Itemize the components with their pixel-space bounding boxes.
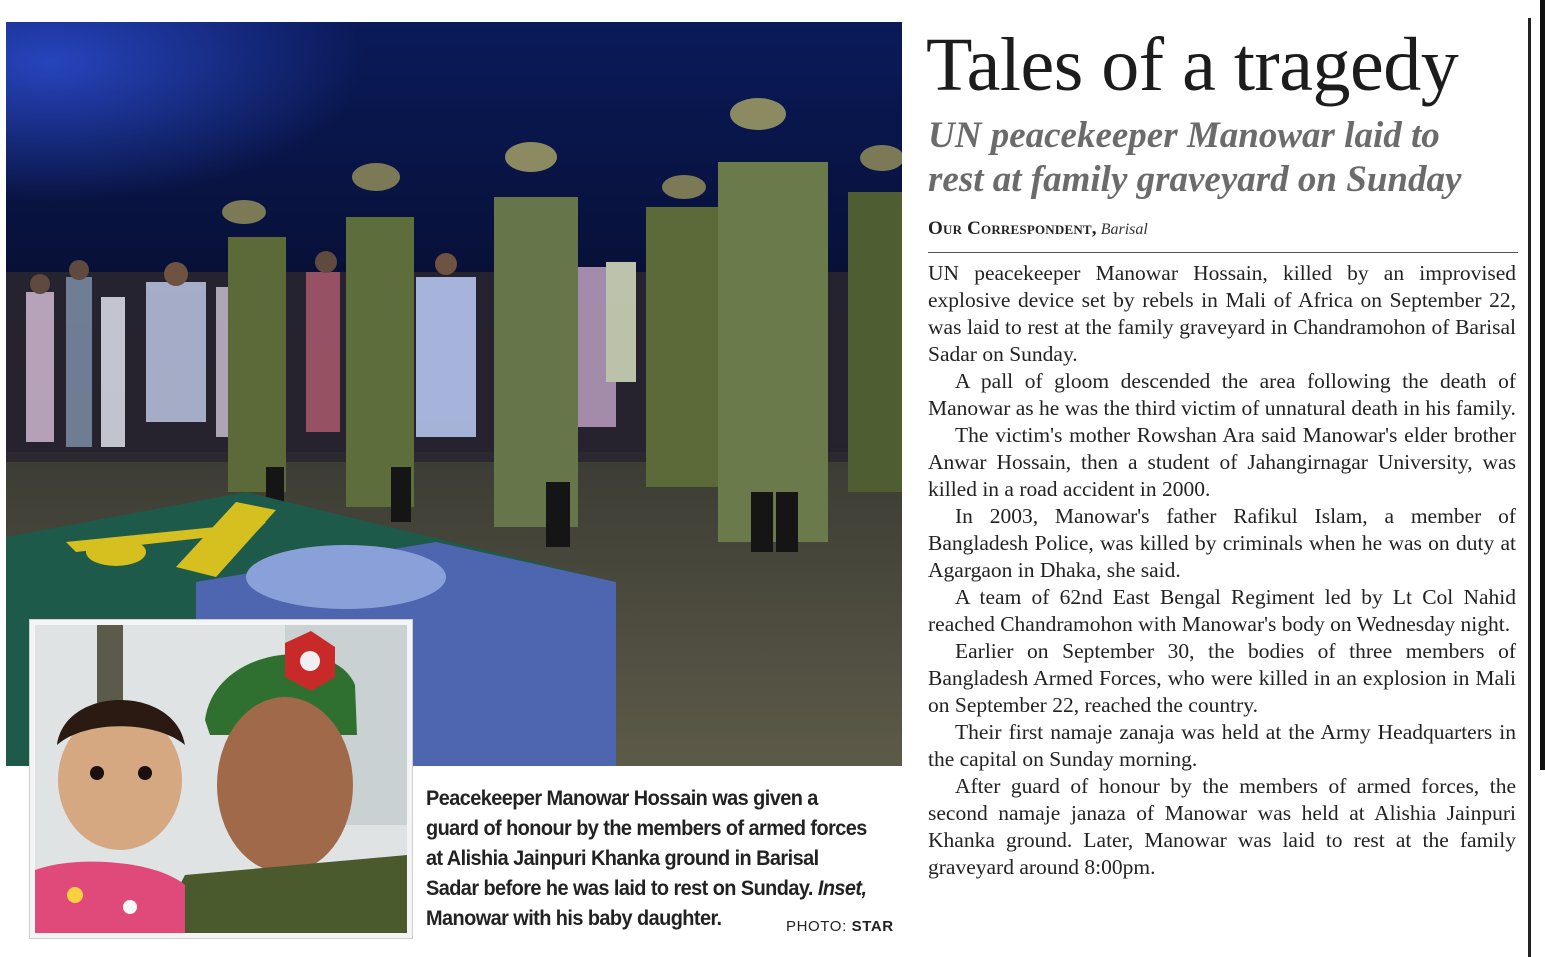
credit-label: PHOTO: [786,918,847,935]
kicker-line-2: rest at family graveyard on Sunday [928,159,1462,200]
headline: Tales of a tragedy [926,23,1459,107]
kicker [928,114,1528,202]
paragraph: The victim's mother Rowshan Ara said Manowar's elder brother Anwar Hossain, then a student of Jahangirnagar University, was killed in a road accident in 2000. [928,423,1516,501]
byline-row [928,218,1518,253]
credit-source: STAR [851,918,894,935]
paragraph: Their first namaje zanaja was held at the Army Headquarters in the capital on Sunday morning. [928,720,1516,771]
inset-photo [35,625,407,933]
paragraph: In 2003, Manowar's father Rafikul Islam, a member of Bangladesh Police, was killed by criminals when he was on duty at Agargaon in Dhaka, she said. [928,504,1516,582]
caption-inset-label: Inset, [817,876,867,900]
byline: Our Correspondent, [928,218,1097,239]
caption-inset-text: Manowar with his baby daughter. [426,906,722,930]
paragraph: UN peacekeeper Manowar Hossain, killed by an improvised explosive device set by rebels in Mali of Africa on September 22, was laid to rest at the family graveyard in Chandramohon of Barisal Sadar on Sunday. [928,261,1516,366]
inset-photo-frame [30,620,412,938]
paragraph: After guard of honour by the members of armed forces, the second namaje janaza of Manowar was held at Alishia Jainpuri Khanka ground. Later, Manowar was laid to rest at the family graveyard around 8:00pm. [928,774,1516,879]
photo-credit [786,918,894,935]
column-rule-outer [1540,0,1545,770]
column-rule [1528,18,1531,957]
kicker-line-1: UN peacekeeper Manowar laid to [928,115,1440,156]
paragraph: Earlier on September 30, the bodies of three members of Bangladesh Armed Forces, who were killed in an explosion in Mali on September 22, reached the country. [928,639,1516,717]
paragraph: A pall of gloom descended the area following the death of Manowar as he was the third victim of unnatural death in his family. [928,369,1516,420]
byline-location: Barisal [1100,221,1148,238]
father-daughter-illustration [35,625,407,933]
photo-caption [426,783,869,933]
paragraph: A team of 62nd East Bengal Regiment led by Lt Col Nahid reached Chandramohon with Manowar's body on Wednesday night. [928,585,1516,636]
caption-main-text: Peacekeeper Manowar Hossain was given a guard of honour by the members of armed forces at Alishia Jainpuri Khanka ground in Barisal Sadar before he was laid to rest on Sunday. [426,786,867,900]
article-body [928,260,1516,881]
